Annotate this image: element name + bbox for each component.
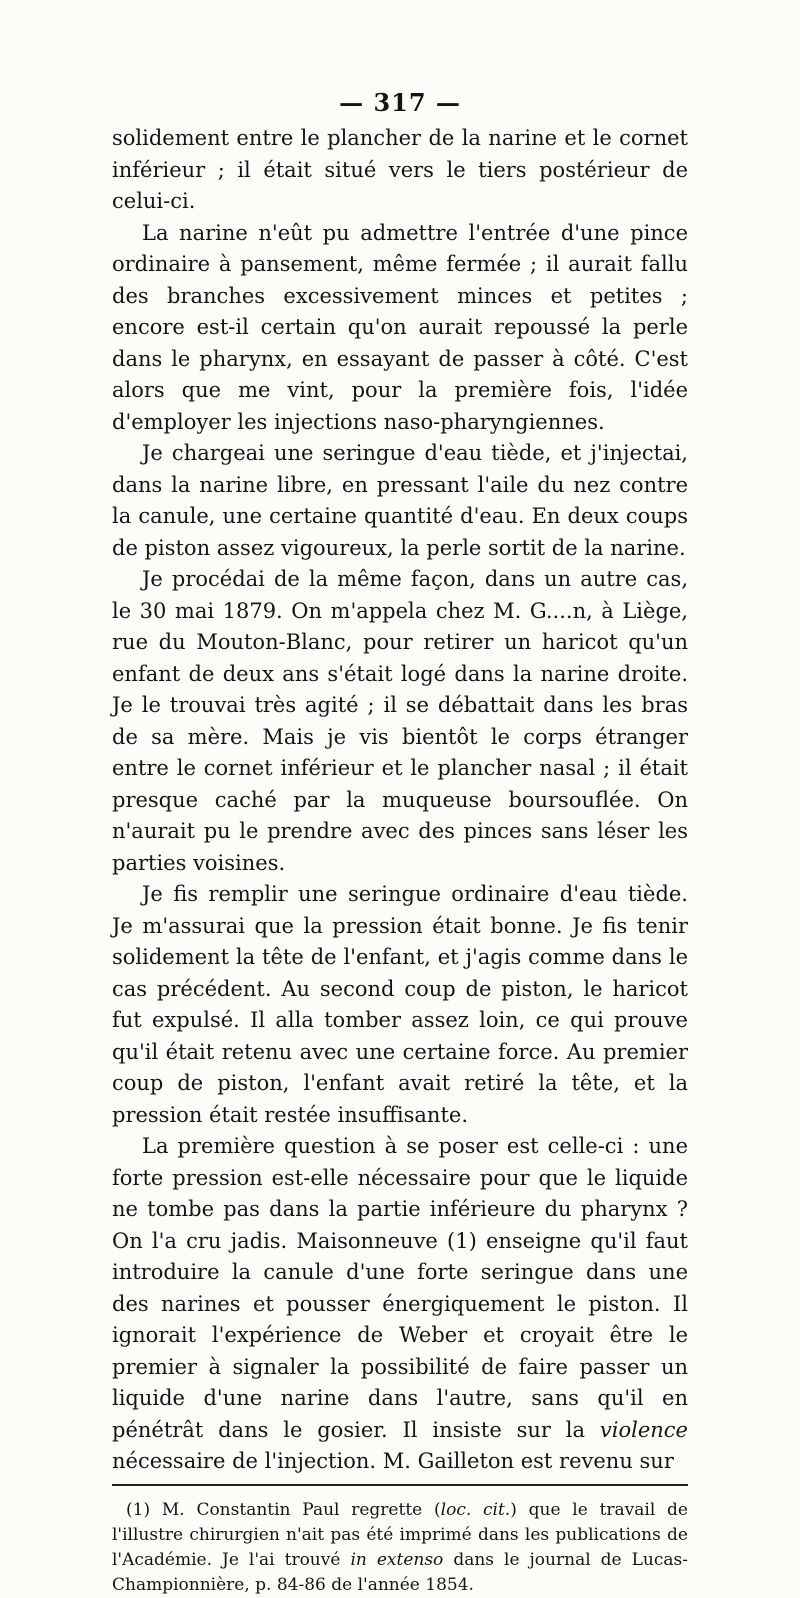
paragraph-6-emphasis: violence (599, 1417, 688, 1442)
paragraph-1: solidement entre le plancher de la narine et le cornet inférieur ; il était situé vers le tiers postérieur de celui-ci. (112, 126, 688, 213)
footnote-emphasis-2: in extenso (350, 1549, 444, 1570)
footnote-1 (112, 1498, 688, 1598)
page-number: — 317 — (339, 88, 461, 117)
paragraph-2: La narine n'eût pu admettre l'entrée d'une pince ordinaire à pansement, même fermée ; il aurait fallu des branches excessivement minces et petites ; encore est-il certain qu'on aurait repoussé la perle dans le pharynx, en essayant de passer à côté. C'est alors que me vint, pour la première fois, l'idée d'employer les injections naso-pharyngiennes. (112, 220, 688, 434)
footnote-divider (112, 1484, 688, 1486)
paragraph-5: Je fis remplir une seringue ordinaire d'eau tiède. Je m'assurai que la pression était bonne. Je fis tenir solidement la tête de l'enfant, et j'agis comme dans le cas précédent. Au second coup de piston, le haricot fut expulsé. Il alla tomber assez loin, ce qui prouve qu'il était retenu avec une certaine force. Au premier coup de piston, l'enfant avait retiré la tête, et la pression était restée insuffisante. (112, 882, 688, 1127)
paragraph-3: Je chargeai une seringue d'eau tiède, et j'injectai, dans la narine libre, en pressant l'aile du nez contre la canule, une certaine quantité d'eau. En deux coups de piston assez vigoureux, la perle sortit de la narine. (112, 441, 688, 560)
footnote-text-b: ) que le travail de l'illustre chirurgien n'ait pas été imprimé dans les publications de l'Académie. Je l'ai trouvé (112, 1499, 688, 1570)
footnote-emphasis-1: loc. cit. (440, 1499, 511, 1520)
footnote-text-a: (1) M. Constantin Paul regrette ( (126, 1499, 441, 1520)
footnote-text-c: dans le journal de Lucas-Championnière, p. 84-86 de l'année 1854. (112, 1549, 688, 1595)
footnote (112, 1498, 688, 1598)
paragraph-6-text-a: La première question à se poser est celle-ci : une forte pression est-elle nécessaire pour que le liquide ne tombe pas dans la partie inférieure du pharynx ? On l'a cru jadis. Maisonneuve (1) enseigne qu'il faut introduire la canule d'une forte seringue dans une des narines et pousser énergiquement le piston. Il ignorait l'expérience de Weber et croyait être le premier à signaler la possibilité de faire passer un liquide d'une narine dans l'autre, sans qu'il en pénétrât dans le gosier. Il insiste sur la (112, 1134, 688, 1442)
body-text (112, 123, 688, 1478)
paragraph-4: Je procédai de la même façon, dans un autre cas, le 30 mai 1879. On m'appela chez M. G....n, à Liège, rue du Mouton-Blanc, pour retirer un haricot qu'un enfant de deux ans s'était logé dans la narine droite. Je le trouvai très agité ; il se débattait dans les bras de sa mère. Mais je vis bientôt le corps étranger entre le cornet inférieur et le plancher nasal ; il était presque caché par la muqueuse boursouflée. On n'aurait pu le prendre avec des pinces sans léser les parties voisines. (112, 567, 688, 875)
paragraph-6 (112, 1131, 688, 1478)
paragraph-6-text-b: nécessaire de l'injection. M. Gailleton est revenu sur (112, 1449, 674, 1473)
